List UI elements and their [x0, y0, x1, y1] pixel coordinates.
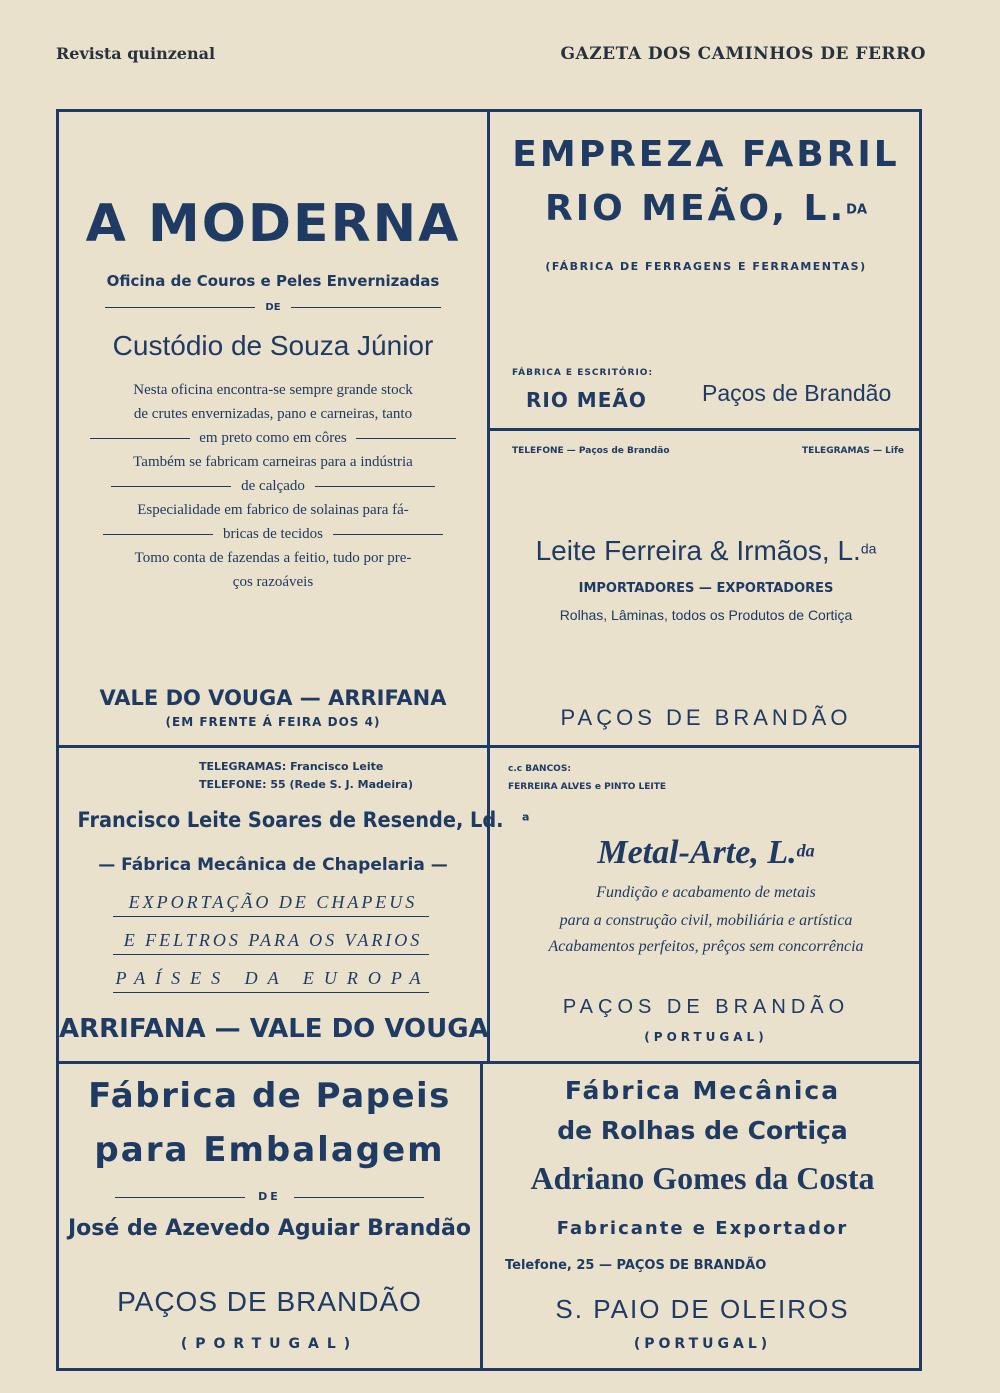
role-line: Fabricante e Exportador [556, 1218, 849, 1239]
body-text: bricas de tecidos [223, 526, 323, 542]
separator-line [333, 534, 443, 535]
location: PAÇOS DE BRANDÃO [562, 996, 850, 1018]
location: ARRIFANA — VALE DO VOUGA [59, 1014, 489, 1044]
ad-title-line2 [490, 188, 922, 229]
body-line-5 [59, 478, 487, 495]
desc-line-3: Acabamentos perfeitos, prêços sem concorrência [548, 938, 864, 955]
ad-title-line2: para Embalagem [94, 1130, 445, 1170]
separator-line [113, 954, 429, 955]
desc-line-2: para a construção civil, mobiliária e artística [559, 912, 853, 929]
de-separator [59, 302, 487, 313]
separator-line [294, 1197, 424, 1198]
country: (PORTUGAL) [180, 1336, 359, 1352]
company-name-text: Leite Ferreira & Irmãos, L. [535, 535, 861, 566]
subtitle: — Fábrica Mecânica de Chapelaria — [98, 855, 448, 875]
office-label: FÁBRICA E ESCRITÓRIO: [512, 368, 654, 378]
ad-fabrica-rolhas [483, 1064, 922, 1368]
body-text: de calçado [241, 478, 305, 494]
owner-name: Adriano Gomes da Costa [530, 1160, 875, 1196]
location: S. PAIO DE OLEIROS [555, 1294, 850, 1324]
ad-subtitle: Oficina de Couros e Peles Envernizadas [106, 272, 440, 290]
phone-info: Telefone, 25 — PAÇOS DE BRANDÃO [505, 1258, 767, 1273]
export-line-3: PAÍSES DA EUROPA [115, 968, 431, 988]
telegrams-info: TELEGRAMAS — Life [802, 446, 904, 456]
magazine-title: GAZETA DOS CAMINHOS DE FERRO [560, 44, 926, 64]
company-name-superscript: a [522, 810, 530, 824]
title-superscript: DA [846, 202, 868, 218]
company-name-text: Metal-Arte, L. [597, 834, 797, 871]
moderna-title-text: A MODERNA [85, 194, 461, 254]
separator-line [90, 438, 190, 439]
body-line-7 [59, 526, 487, 543]
body-line-4: Também se fabricam carneiras para a indústria [133, 454, 413, 470]
body-line-9: ços razoáveis [232, 574, 314, 590]
separator-line [105, 307, 255, 308]
ad-title-line2: de Rolhas de Cortiça [557, 1116, 848, 1145]
ad-title [59, 194, 487, 254]
ad-empreza-fabril [490, 112, 922, 428]
phone-info: TELEFONE: 55 (Rede S. J. Madeira) [199, 778, 413, 791]
country: (PORTUGAL) [644, 1030, 768, 1044]
products-line: Rolhas, Lâminas, todos os Produtos de Cortiça [559, 607, 853, 623]
company-name [59, 808, 530, 832]
phone-info: TELEFONE — Paços de Brandão [512, 446, 670, 456]
owner-name: Custódio de Souza Júnior [112, 330, 434, 361]
company-name [490, 535, 922, 567]
location-note: (EM FRENTE Á FEIRA DOS 4) [165, 715, 381, 729]
magazine-frequency: Revista quinzenal [56, 44, 216, 63]
banks-info: FERREIRA ALVES e PINTO LEITE [508, 782, 667, 792]
separator-line [111, 486, 231, 487]
ad-title-line1: Fábrica Mecânica [564, 1076, 841, 1105]
ad-leite-ferreira [490, 431, 922, 745]
separator-line [113, 916, 429, 917]
owner-name: José de Azevedo Aguiar Brandão [67, 1216, 471, 1241]
ad-metal-arte [490, 748, 922, 1061]
ad-title-line1: Fábrica de Papeis [88, 1076, 451, 1116]
de-label: DE [258, 1190, 281, 1203]
title-text: RIO MEÃO, L. [544, 188, 847, 229]
export-line-1: EXPORTAÇÃO DE CHAPEUS [128, 892, 418, 912]
location: PAÇOS DE BRANDÃO [560, 705, 852, 730]
de-label: DE [265, 302, 281, 313]
company-name-superscript: da [860, 540, 877, 557]
telegrams-info: TELEGRAMAS: Francisco Leite [199, 760, 384, 773]
separator-line [356, 438, 456, 439]
desc-line-1: Fundição e acabamento de metais [596, 884, 816, 901]
country: (PORTUGAL) [633, 1336, 772, 1352]
company-name-text: Francisco Leite Soares de Resende, Ld. [77, 808, 504, 832]
place-rio-meao: RIO MEÃO [526, 388, 647, 412]
separator-line [113, 992, 429, 993]
ad-note: (FÁBRICA DE FERRAGENS E FERRAMENTAS) [545, 260, 867, 273]
body-line-1: Nesta oficina encontra-se sempre grande stock [133, 382, 413, 398]
separator-line [315, 486, 435, 487]
ad-title-line1: EMPREZA FABRIL [512, 134, 900, 175]
company-name [490, 834, 922, 872]
body-line-2: de crutes envernizadas, pano e carneiras, tanto [133, 406, 413, 422]
trade-line: IMPORTADORES — EXPORTADORES [578, 581, 834, 596]
separator-line [115, 1197, 245, 1198]
place-pacos: Paços de Brandão [702, 380, 892, 406]
export-line-2: E FELTROS PARA OS VARIOS [123, 930, 423, 950]
page-header [56, 40, 926, 70]
ad-a-moderna [59, 112, 487, 745]
ad-fabrica-papeis [59, 1064, 480, 1368]
body-line-6: Especialidade em fabrico de solainas para fá- [137, 502, 409, 518]
body-text: em preto como em côres [199, 430, 347, 446]
banks-label: c.c BANCOS: [508, 764, 571, 774]
body-line-8: Tomo conta de fazendas a feitio, tudo por pre- [134, 550, 412, 566]
location: PAÇOS DE BRANDÃO [117, 1286, 422, 1317]
separator-line [291, 307, 441, 308]
separator-line [103, 534, 213, 535]
ad-francisco-leite [59, 748, 530, 1061]
company-name-superscript: da [796, 840, 815, 861]
location: VALE DO VOUGA — ARRIFANA [99, 686, 447, 710]
body-line-3 [59, 430, 487, 447]
de-separator [59, 1190, 480, 1203]
